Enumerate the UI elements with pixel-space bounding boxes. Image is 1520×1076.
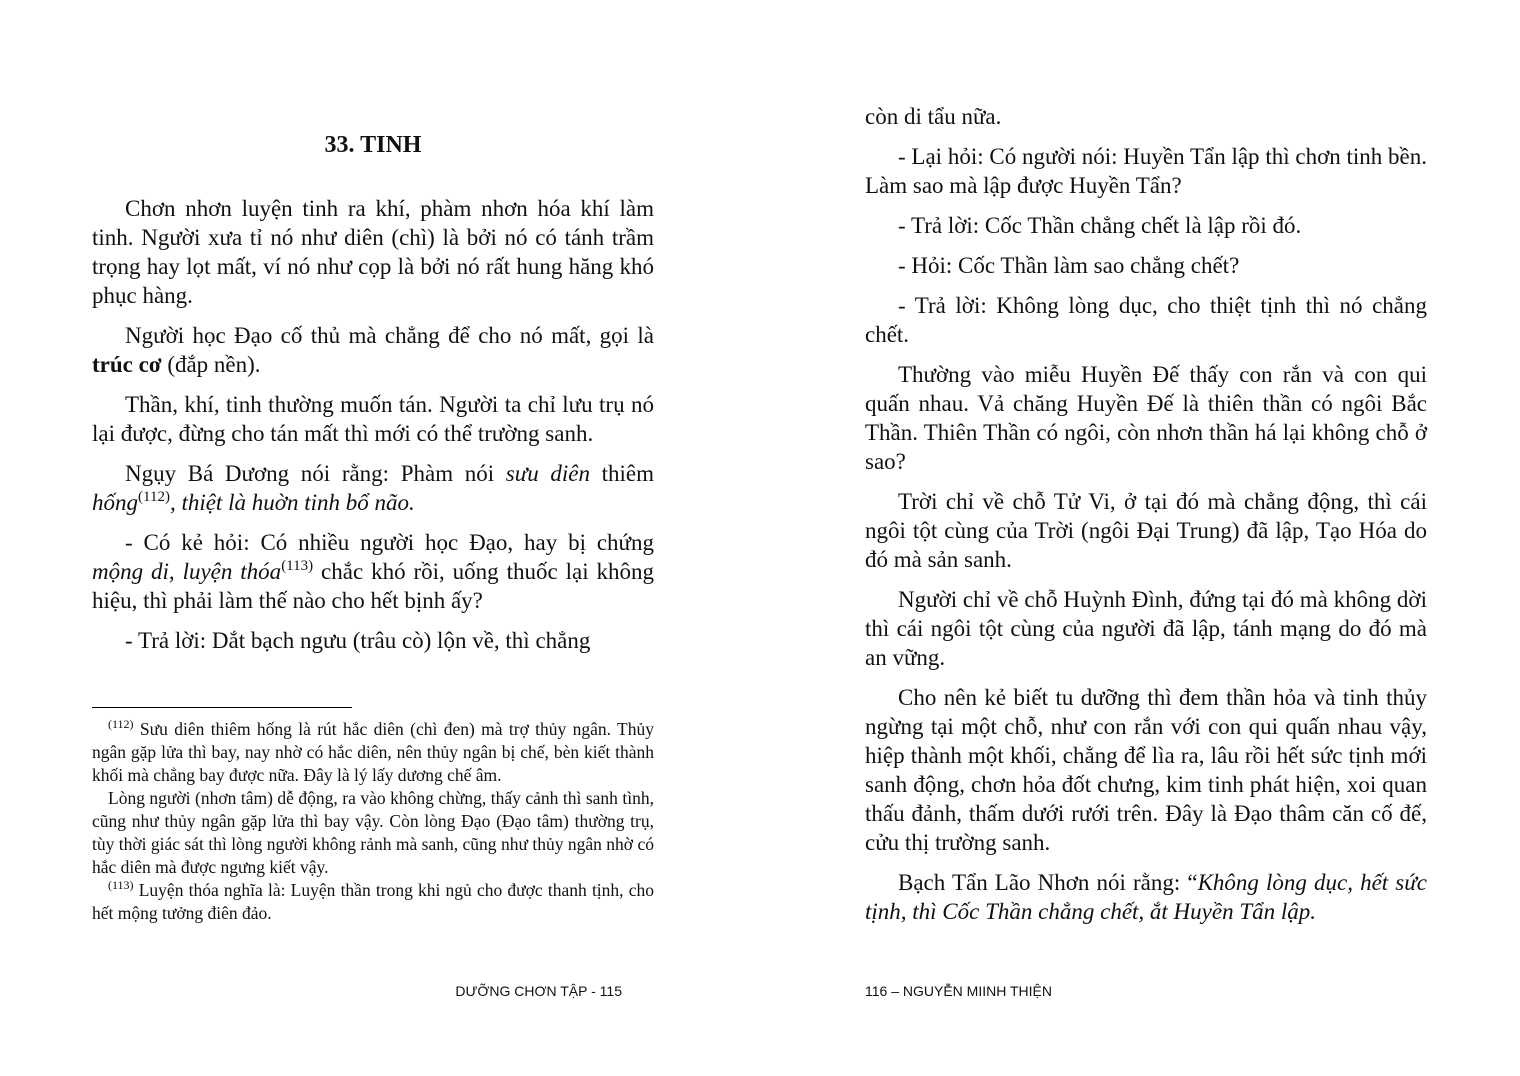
footnotes <box>92 718 654 925</box>
paragraph: Chơn nhơn luyện tinh ra khí, phàm nhơn hóa khí làm tinh. Người xưa tỉ nó như diên (chì) là bởi nó có tánh trầm trọng hay lọt mất, ví nó như cọp là bởi nó rất hung hăng khó phục hàng. <box>92 196 654 308</box>
text-run: chắc khó rồi, uống thuốc lại không hiệu, thì phải làm thế nào cho hết bịnh ấy? <box>92 559 655 613</box>
bold-term: trúc cơ <box>92 352 162 377</box>
text-run: - Có kẻ hỏi: Có nhiều người học Đạo, hay bị chứng <box>125 530 654 555</box>
paragraph <box>865 868 1427 926</box>
paragraph <box>92 321 654 379</box>
italic-term: sưu diên <box>505 461 590 486</box>
paragraph: - Trả lời: Cốc Thần chẳng chết là lập rồi đó. <box>898 213 1302 238</box>
paragraph: Cho nên kẻ biết tu dưỡng thì đem thần hỏa và tinh thủy ngừng tại một chỗ, như con rắn với con qui quấn nhau vậy, hiệp thành một khối, chẳng để lìa ra, lâu rồi hết sức tịnh mới sanh động, chơn hỏa đốt chưng, kim tinh phát hiện, xoi quan thấu đảnh, thấm dưới rưới trên. Đây là Đạo thâm căn cố đế, cửu thị trường sanh. <box>865 685 1427 855</box>
footnote-text: Sưu diên thiêm hống là rút hắc diên (chì đen) mà trợ thủy ngân. Thủy ngân gặp lửa thì bay, nay nhờ có hắc diên, nên thủy ngân bị chế, bèn kiết thành khối mà chẳng bay được nữa. Đây là lý lấy dương chế âm. <box>92 719 654 785</box>
italic-term: , thiệt là huờn tinh bổ não. <box>169 490 415 515</box>
paragraph: Trời chỉ về chỗ Tử Vi, ở tại đó mà chẳng động, thì cái ngôi tột cùng của Trời (ngôi Đại Trung) đã lập, Tạo Hóa do đó mà sản sanh. <box>865 489 1427 572</box>
footnote-113 <box>92 879 654 925</box>
footnote-marker: (113) <box>108 878 134 892</box>
paragraph: - Hỏi: Cốc Thần làm sao chẳng chết? <box>898 253 1240 278</box>
paragraph: Thường vào miễu Huyền Đế thấy con rắn và con qui quấn nhau. Vả chăng Huyền Đế là thiên thần có ngôi Bắc Thần. Thiên Thần có ngôi, còn nhơn thần há lại không chỗ ở sao? <box>865 362 1427 474</box>
footnote-112-cont: Lòng người (nhơn tâm) dễ động, ra vào không chừng, thấy cảnh thì sanh tình, cũng như thủy ngân gặp lửa thì bay vậy. Còn lòng Đạo (Đạo tâm) thường trụ, tùy thời giác sát thì lòng người không rảnh mà sanh, cũng như thủy ngân nhờ có hắc diên mà được ngưng kiết vậy. <box>92 788 654 877</box>
page-footer-left: DƯỠNG CHƠN TẬP - 115 <box>455 983 622 999</box>
text-run: thiêm <box>589 461 654 486</box>
paragraph <box>92 459 654 517</box>
footnote-ref-112[interactable]: (112) <box>138 489 170 505</box>
text-run: (đắp nền). <box>161 352 261 377</box>
footnote-marker: (112) <box>108 717 134 731</box>
italic-term: mộng di, luyện thóa <box>92 559 282 584</box>
left-body <box>92 194 654 666</box>
chapter-title: 33. TINH <box>324 132 422 158</box>
page-footer-right: 116 – NGUYỄN MIINH THIỆN <box>865 983 1052 999</box>
footnote-divider <box>92 707 352 708</box>
footnote-ref-113[interactable]: (113) <box>281 558 314 574</box>
paragraph: - Lại hỏi: Có người nói: Huyền Tẩn lập thì chơn tinh bền. Làm sao mà lập được Huyền Tẩn? <box>865 144 1427 198</box>
italic-term: hống <box>92 490 138 515</box>
text-run: Người học Đạo cố thủ mà chẳng để cho nó mất, gọi là <box>125 323 654 348</box>
paragraph: - Trả lời: Dắt bạch ngưu (trâu cò) lộn về, thì chẳng <box>125 628 591 653</box>
text-run: Ngụy Bá Dương nói rằng: Phàm nói <box>125 461 506 486</box>
paragraph <box>92 528 654 615</box>
italic-quote: Không lòng dục, hết sức tịnh, thì Cốc Thần chẳng chết, ắt Huyền Tẩn lập. <box>865 870 1427 924</box>
right-body <box>865 102 1427 937</box>
paragraph: Người chỉ về chỗ Huỳnh Đình, đứng tại đó mà không dời thì cái ngôi tột cùng của người đã lập, tánh mạng do đó mà an vững. <box>865 587 1427 670</box>
paragraph: Thần, khí, tinh thường muốn tán. Người ta chỉ lưu trụ nó lại được, đừng cho tán mất thì mới có thể trường sanh. <box>92 392 654 446</box>
paragraph: - Trả lời: Không lòng dục, cho thiệt tịnh thì nó chẳng chết. <box>865 293 1427 347</box>
text-run: Bạch Tẩn Lão Nhơn nói rằng: “ <box>898 870 1198 895</box>
footnote-112 <box>92 718 654 787</box>
paragraph: còn di tẩu nữa. <box>865 104 1002 129</box>
footnote-text: Luyện thóa nghĩa là: Luyện thần trong khi ngủ cho được thanh tịnh, cho hết mộng tưởng điên đảo. <box>92 880 654 923</box>
